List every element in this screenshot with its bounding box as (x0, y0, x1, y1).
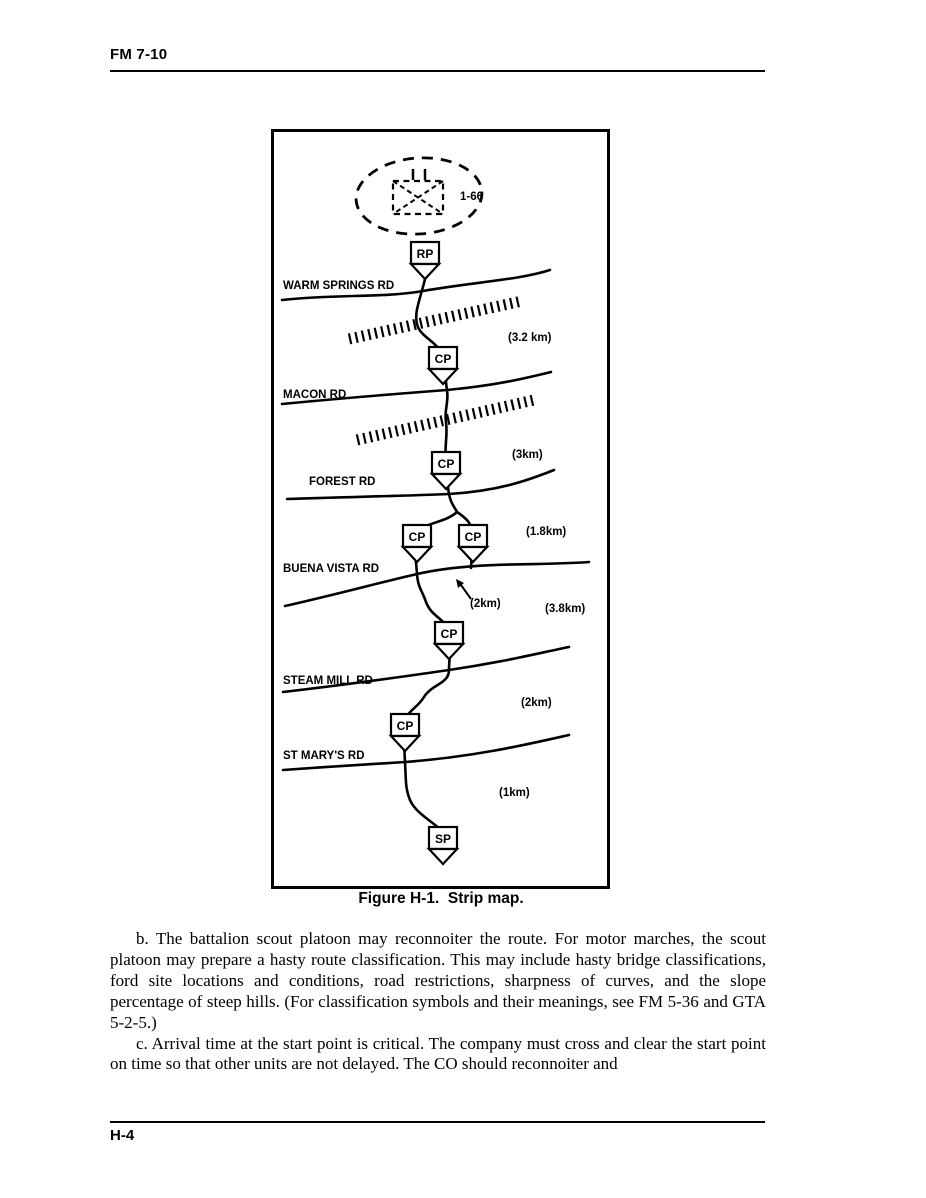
body-text (110, 929, 766, 1075)
checkpoint-symbol-1 (429, 347, 457, 384)
checkpoint-symbol-3 (403, 525, 431, 562)
checkpoint-symbol-6 (391, 714, 419, 751)
distance-label-1: (3.2 km) (508, 332, 552, 344)
cp-label: CP (437, 457, 455, 471)
road-label-macon: MACON RD (283, 389, 347, 401)
footer-rule (110, 1121, 765, 1123)
release-point-symbol (411, 242, 439, 279)
unit-designation-label: 1-66 (460, 191, 484, 203)
checkpoint-symbol-4 (459, 525, 487, 562)
road-label-forest: FOREST RD (309, 476, 376, 488)
cp-label: CP (434, 352, 452, 366)
distance-label-4: (2km) (470, 598, 501, 610)
strip-map-svg (274, 132, 607, 886)
rp-label: RP (416, 247, 434, 261)
strip-map-figure (271, 129, 610, 889)
paragraph-b: b. The battalion scout platoon may reconnoiter the route. For motor marches, the scout platoon may prepare a hasty route classification. This may include hasty bridge classifications, ford site locations and conditions, road restrictions, sharpness of curves, and the slope percentage of steep hills. (For classification symbols and their meanings, see FM 5-36 and GTA 5-2-5.) (110, 929, 766, 1032)
cp-label: CP (464, 530, 482, 544)
cp-label: CP (396, 719, 414, 733)
start-point-symbol (429, 827, 457, 864)
header-rule (110, 70, 765, 72)
road-label-steam-mill: STEAM MILL RD (283, 675, 373, 687)
road-label-st-marys: ST MARY'S RD (283, 750, 365, 762)
page-number: H-4 (110, 1127, 135, 1144)
checkpoint-symbol-2 (432, 452, 460, 489)
distance-label-5: (3.8km) (545, 603, 586, 615)
road-label-buena-vista: BUENA VISTA RD (283, 563, 380, 575)
battalion-size-mark (413, 169, 425, 180)
junction-arrow-line (461, 585, 471, 599)
distance-label-6: (2km) (521, 697, 552, 709)
distance-label-7: (1km) (499, 787, 530, 799)
distance-label-3: (1.8km) (526, 526, 567, 538)
figure-caption: Figure H-1. Strip map. (358, 890, 524, 907)
cp-label: CP (408, 530, 426, 544)
paragraph-c: c. Arrival time at the start point is critical. The company must cross and clear the start point on time so that other units are not delayed. The CO should reconnoiter and (110, 1033, 766, 1074)
infantry-x-icon (393, 181, 443, 214)
checkpoint-symbol-5 (435, 622, 463, 659)
railroad-track-1 (349, 301, 522, 339)
cp-label: CP (440, 627, 458, 641)
sp-label: SP (434, 832, 452, 846)
page-header: FM 7-10 (110, 46, 168, 63)
road-label-warm-springs: WARM SPRINGS RD (283, 280, 395, 292)
distance-label-2: (3km) (512, 449, 543, 461)
